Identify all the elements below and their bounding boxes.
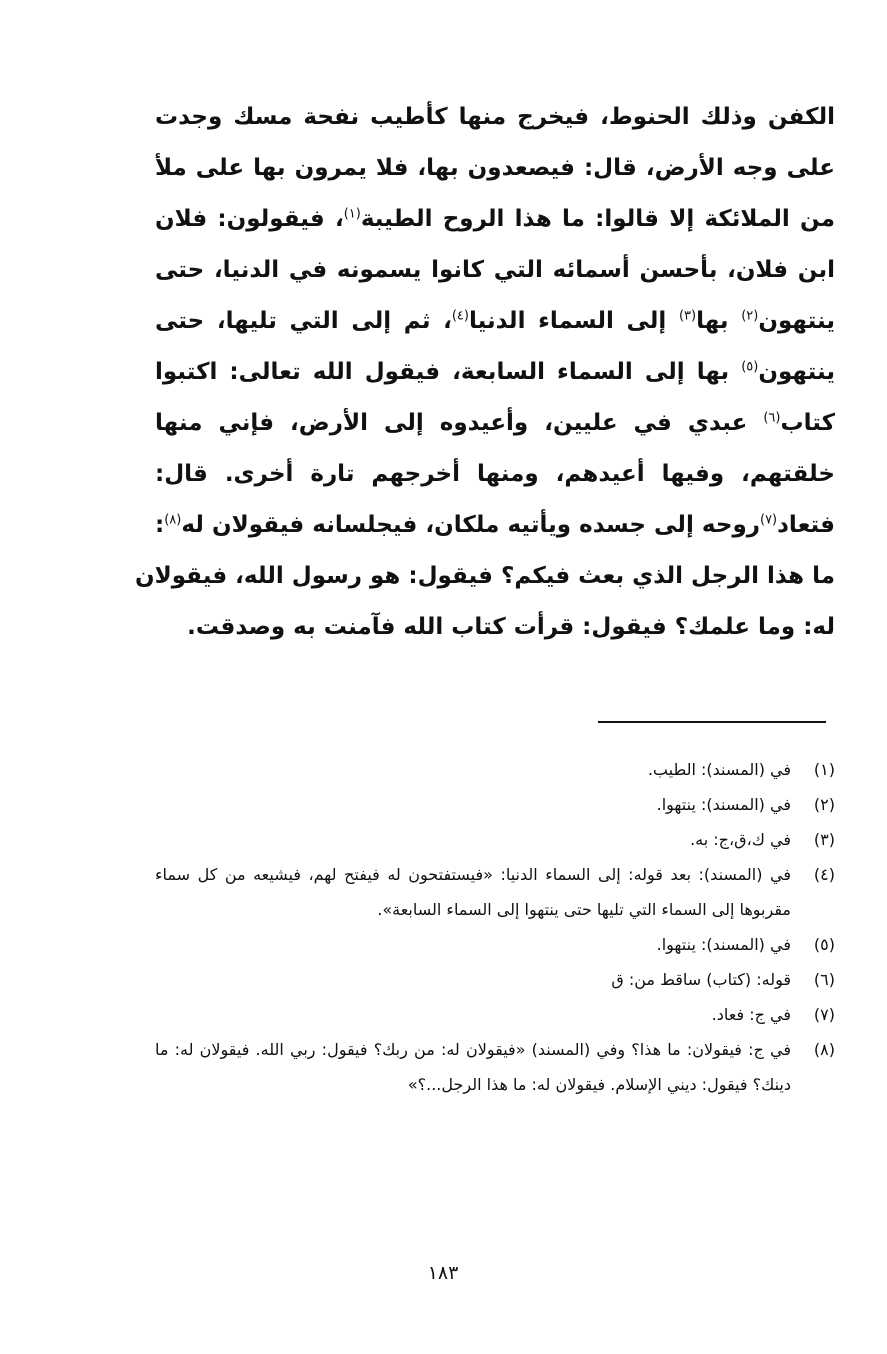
footnote-item (155, 822, 835, 857)
body-line (134, 551, 835, 602)
text-run: ما هذا الرجل الذي بعث فيكم؟ فيقول: هو رسول الله، فيقولان (134, 563, 835, 589)
text-run: الكفن وذلك الحنوط، فيخرج منها كأطيب نفحة مسك وجدت (155, 104, 835, 130)
footnote-number: (٢) (813, 795, 835, 814)
page-number: ١٨٣ (427, 1262, 459, 1284)
footnote-ref: (٦) (763, 410, 781, 426)
text-run: بها (696, 308, 742, 334)
body-line (155, 347, 835, 398)
body-line (155, 92, 835, 143)
body-line (155, 500, 835, 551)
footnote-text: في (المسند): الطيب. (647, 760, 791, 779)
footnote-number: (١) (813, 760, 835, 779)
footnote-text: في (المسند): ينتهوا. (656, 935, 791, 954)
body-line (155, 296, 835, 347)
text-run: خلقتهم، وفيها أعيدهم، ومنها أخرجهم تارة أخرى. قال: (155, 461, 835, 487)
body-line (155, 143, 835, 194)
footnote-ref: (٥) (741, 359, 759, 375)
body-line (155, 194, 835, 245)
footnote-ref: (١) (343, 206, 361, 222)
text-run: : (155, 512, 165, 538)
footnote-item (155, 787, 835, 822)
footnote-number: (٧) (813, 1005, 835, 1024)
footnote-ref: (٨) (164, 512, 182, 528)
footnote-text: في (المسند): بعد قوله: إلى السماء الدنيا: «فيستفتحون له فيفتح لهم، فيشيعه من كل سماء مقربوها إلى السماء التي تليها حتى ينتهوا إلى السماء السابعة». (155, 865, 791, 919)
footnote-text: قوله: (كتاب) ساقط من: ق (611, 970, 791, 989)
footnote-number: (٤) (813, 865, 835, 884)
text-run: كتاب (780, 410, 835, 436)
body-line (155, 398, 835, 449)
text-run: له: وما علمك؟ فيقول: قرأت كتاب الله فآمنت به وصدقت. (187, 614, 835, 640)
main-body-text (134, 92, 835, 653)
footnote-ref: (٢) (741, 308, 759, 324)
text-run: من الملائكة إلا قالوا: ما هذا الروح الطيبة (360, 206, 835, 232)
footnote-text: في ج: فيقولان: ما هذا؟ وفي (المسند) «فيقولان له: من ربك؟ فيقول: ربي الله. فيقولان له: ما دينك؟ فيقول: ديني الإسلام. فيقولان له: ما هذا الرجل...؟» (155, 1040, 791, 1094)
text-run: ، فيقولون: فلان (155, 206, 344, 232)
footnote-number: (٥) (813, 935, 835, 954)
footnote-ref: (٤) (451, 308, 469, 324)
footnote-text: في (المسند): ينتهوا. (656, 795, 791, 814)
text-run: ينتهون (758, 308, 835, 334)
text-run: ابن فلان، بأحسن أسمائه التي كانوا يسمونه في الدنيا، حتى (155, 257, 835, 283)
footnote-item (155, 857, 835, 927)
text-run: بها إلى السماء السابعة، فيقول الله تعالى: اكتبوا (155, 359, 742, 385)
body-line (155, 602, 835, 653)
text-run: عبدي في عليين، وأعيدوه إلى الأرض، فإني منها (155, 410, 764, 436)
footnote-item (155, 962, 835, 997)
footnote-item (155, 997, 835, 1032)
footnote-ref: (٣) (678, 308, 697, 324)
footnote-text: في ج: فعاد. (711, 1005, 791, 1024)
text-run: فتعاد (777, 512, 835, 538)
body-line (155, 449, 835, 500)
body-line (155, 245, 835, 296)
footnote-number: (٨) (813, 1040, 835, 1059)
text-run: روحه إلى جسده ويأتيه ملكان، فيجلسانه فيقولان له (181, 512, 760, 538)
footnote-number: (٣) (813, 830, 835, 849)
footnote-ref: (٧) (759, 512, 778, 528)
footnote-item (155, 927, 835, 962)
text-run: ينتهون (758, 359, 835, 385)
text-run: على وجه الأرض، قال: فيصعدون بها، فلا يمرون بها على ملأ (155, 155, 835, 181)
footnote-separator (598, 721, 826, 723)
footnote-item (155, 752, 835, 787)
footnote-number: (٦) (813, 970, 835, 989)
text-run: إلى السماء الدنيا (468, 308, 679, 334)
footnote-text: في ك،ق،ج: به. (690, 830, 791, 849)
footnotes-section (155, 752, 835, 1102)
text-run: ، ثم إلى التي تليها، حتى (155, 308, 452, 334)
footnote-item (155, 1032, 835, 1102)
